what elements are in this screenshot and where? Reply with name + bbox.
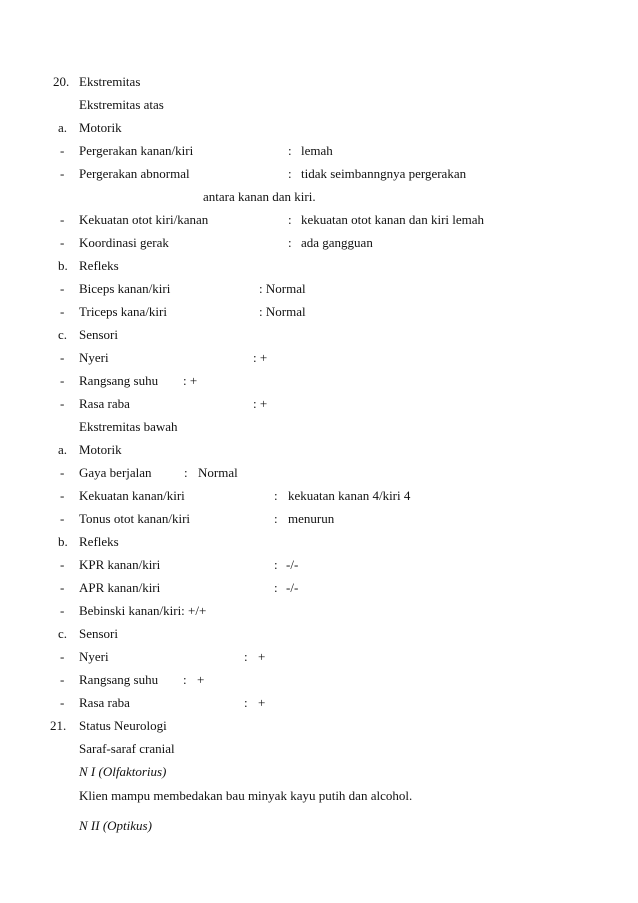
list-letter: c. [58, 327, 68, 342]
section-title: Status Neurologi [79, 718, 167, 733]
item-value: + [197, 672, 205, 687]
item-label: Kekuatan kanan/kiri [79, 488, 185, 503]
list-dash: - [60, 603, 65, 618]
section-title: Ekstremitas [79, 74, 141, 89]
item-value: : + [183, 373, 198, 388]
list-dash: - [60, 465, 65, 480]
item-separator: : [274, 580, 278, 595]
item-value: kekuatan kanan 4/kiri 4 [288, 488, 411, 503]
item-label: Triceps kana/kiri [79, 304, 167, 319]
item-value-continuation: antara kanan dan kiri. [203, 189, 316, 204]
list-letter: c. [58, 626, 68, 641]
item-value: kekuatan otot kanan dan kiri lemah [301, 212, 485, 227]
item-label: Nyeri [79, 350, 109, 365]
item-label: Kekuatan otot kiri/kanan [79, 212, 209, 227]
list-heading: Sensori [79, 327, 118, 342]
item-label: Pergerakan abnormal [79, 166, 190, 181]
list-dash: - [60, 166, 65, 181]
item-separator: : [244, 695, 248, 710]
item-separator: : [274, 557, 278, 572]
list-dash: - [60, 649, 65, 664]
item-label: Koordinasi gerak [79, 235, 169, 250]
item-value: : + [253, 350, 268, 365]
item-label: KPR kanan/kiri [79, 557, 161, 572]
list-dash: - [60, 281, 65, 296]
item-label: Pergerakan kanan/kiri [79, 143, 194, 158]
list-dash: - [60, 143, 65, 158]
item-label: Bebinski kanan/kiri: +/+ [79, 603, 207, 618]
subsection-title: Ekstremitas bawah [79, 419, 178, 434]
list-letter: b. [58, 534, 68, 549]
item-value: : Normal [259, 304, 306, 319]
list-dash: - [60, 373, 65, 388]
list-heading: Refleks [79, 534, 119, 549]
list-heading: Motorik [79, 442, 122, 457]
list-dash: - [60, 557, 65, 572]
item-label: Rangsang suhu [79, 373, 159, 388]
item-value: tidak seimbanngnya pergerakan [301, 166, 467, 181]
nerve-title: N II (Optikus) [79, 818, 152, 833]
list-heading: Motorik [79, 120, 122, 135]
subsection-title: Saraf-saraf cranial [79, 741, 175, 756]
list-dash: - [60, 672, 65, 687]
item-value: -/- [286, 557, 299, 572]
item-value: + [258, 649, 266, 664]
list-dash: - [60, 695, 65, 710]
subsection-title: Ekstremitas atas [79, 97, 164, 112]
item-separator: : [288, 143, 292, 158]
list-heading: Refleks [79, 258, 119, 273]
item-separator: : [274, 511, 278, 526]
list-letter: b. [58, 258, 68, 273]
nerve-description: Klien mampu membedakan bau minyak kayu putih dan alcohol. [79, 788, 413, 803]
list-dash: - [60, 212, 65, 227]
item-separator: : [288, 212, 292, 227]
list-letter: a. [58, 120, 68, 135]
list-dash: - [60, 235, 65, 250]
item-value: : + [253, 396, 268, 411]
item-value: -/- [286, 580, 299, 595]
item-value: Normal [198, 465, 238, 480]
list-letter: a. [58, 442, 68, 457]
item-value: lemah [301, 143, 333, 158]
list-dash: - [60, 350, 65, 365]
item-label: Nyeri [79, 649, 109, 664]
item-separator: : [288, 166, 292, 181]
nerve-title: N I (Olfaktorius) [79, 764, 167, 779]
list-dash: - [60, 511, 65, 526]
item-label: Rangsang suhu [79, 672, 159, 687]
item-separator: : [184, 465, 188, 480]
item-label: Biceps kanan/kiri [79, 281, 171, 296]
list-dash: - [60, 488, 65, 503]
item-separator: : [244, 649, 248, 664]
item-separator: : [288, 235, 292, 250]
section-number: 21. [50, 718, 67, 733]
item-label: Rasa raba [79, 695, 130, 710]
item-separator: : [183, 672, 187, 687]
item-label: Rasa raba [79, 396, 130, 411]
item-label: Gaya berjalan [79, 465, 152, 480]
item-separator: : [274, 488, 278, 503]
item-label: APR kanan/kiri [79, 580, 161, 595]
list-dash: - [60, 396, 65, 411]
list-dash: - [60, 580, 65, 595]
item-value: menurun [288, 511, 335, 526]
item-value: ada gangguan [301, 235, 373, 250]
item-label: Tonus otot kanan/kiri [79, 511, 191, 526]
list-heading: Sensori [79, 626, 118, 641]
section-number: 20. [53, 74, 70, 89]
item-value: : Normal [259, 281, 306, 296]
item-value: + [258, 695, 266, 710]
list-dash: - [60, 304, 65, 319]
